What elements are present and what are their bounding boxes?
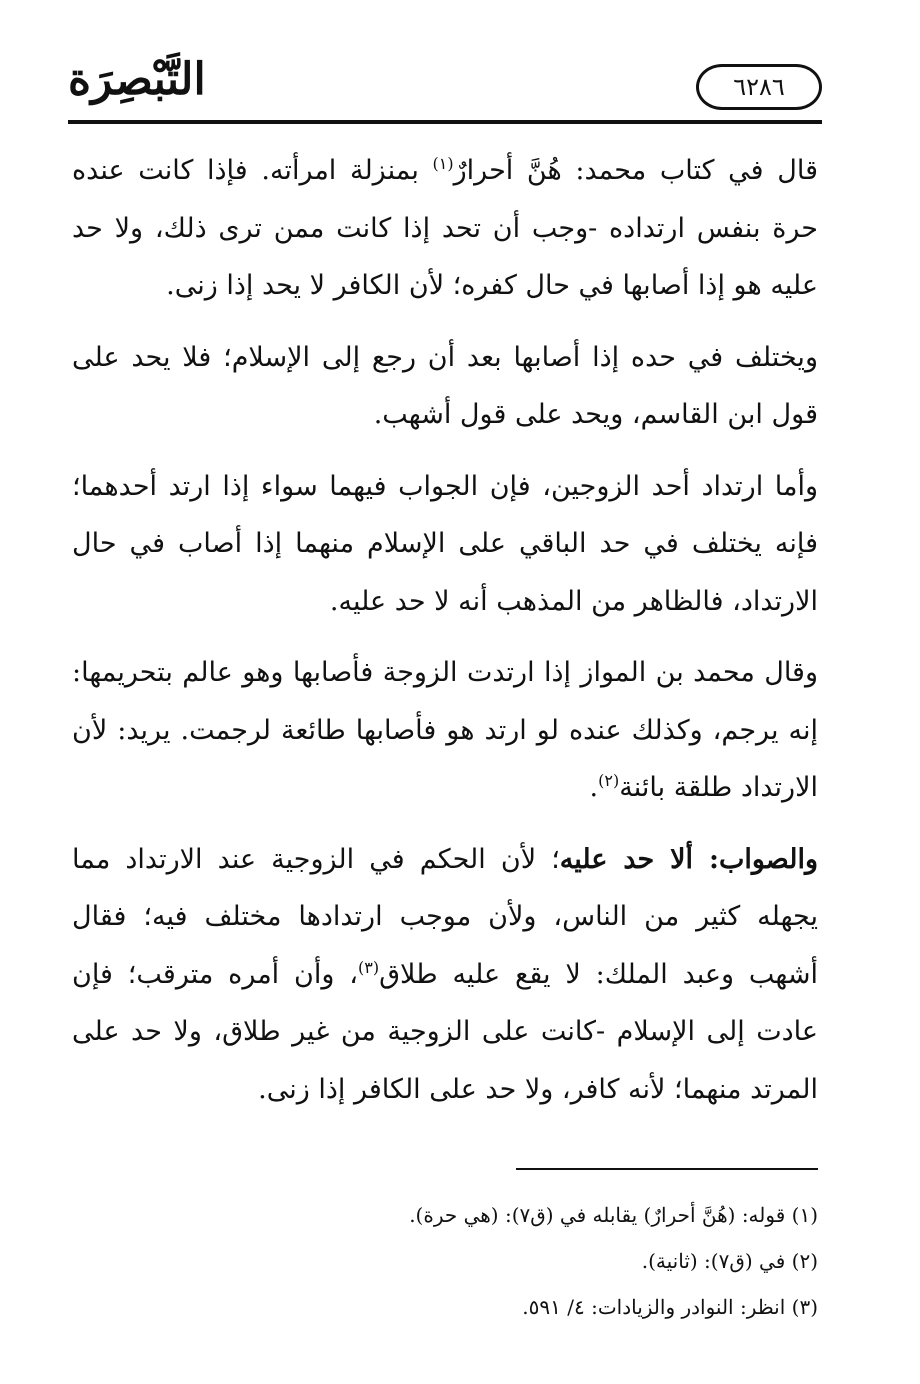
paragraph-5-lead: والصواب: ألا حد عليه — [559, 843, 818, 875]
paragraph-5-part-a: ؛ لأن الحكم في الزوجية عند الارتداد مما يجهله كثير من الناس، ولأن موجب ارتدادها مختلف فيه؛ فقال أشهب وعبد الملك: لا يقع عليه طلاق — [72, 843, 819, 990]
paragraph-1-part-a: قال في كتاب محمد: هُنَّ أحرارٌ — [453, 155, 818, 186]
paragraph-2: ويختلف في حده إذا أصابها بعد أن رجع إلى الإسلام؛ فلا يحد على قول ابن القاسم، ويحد على قول أشهب. — [72, 341, 818, 430]
footnote-1: (١) قوله: (هُنَّ أحرارٌ) يقابله في (ق٧): (هي حرة). — [409, 1203, 818, 1227]
footnote-2: (٢) في (ق٧): (ثانية). — [641, 1249, 818, 1273]
footnote-ref-1: (١) — [432, 154, 454, 173]
footnotes — [72, 1192, 818, 1330]
book-title: التَّبْصِرَة — [68, 54, 206, 105]
footnote-3: (٣) انظر: النوادر والزيادات: ٤/ ٥٩١. — [522, 1295, 818, 1319]
paragraph-4-part-a: وقال محمد بن المواز إذا ارتدت الزوجة فأصابها وهو عالم بتحريمها: إنه يرجم، وكذلك عنده لو ارتد هو فأصابها طائعة لرجمت. يريد: لأن الارتداد طلقة بائنة — [72, 657, 818, 803]
page-number-text: ٦٢٨٦ — [733, 73, 785, 101]
paragraph-1-part-b: بمنزلة امرأته. فإذا كانت عنده حرة بنفس ارتداده -وجب أن تحد إذا كانت ممن ترى ذلك، ولا حد عليه هو إذا أصابها في حال كفره؛ لأن الكافر لا يحد إذا زنى. — [72, 155, 818, 301]
header-rule — [68, 120, 822, 124]
paragraph-5-part-b: ، وأن أمره مترقب؛ فإن عادت إلى الإسلام -كانت على الزوجية من غير طلاق، ولا حد على المرتد منهما؛ لأنه كافر، ولا حد على الكافر إذا زنى. — [72, 958, 818, 1105]
paragraph-4-part-b: . — [589, 772, 599, 803]
page-number — [696, 64, 822, 110]
paragraph-5 — [72, 831, 818, 1119]
main-text — [72, 142, 818, 1132]
page-header — [68, 50, 822, 124]
paragraph-3: وأما ارتداد أحد الزوجين، فإن الجواب فيهما سواء إذا ارتد أحدهما؛ فإنه يختلف في حد الباقي على الإسلام منهما إذا أصاب في حال الارتداد، فالظاهر من المذهب أنه لا حد عليه. — [72, 470, 818, 617]
footnote-ref-3: (٣) — [357, 957, 380, 977]
footnote-ref-2: (٢) — [598, 771, 620, 790]
paragraph-4 — [72, 644, 818, 817]
footnote-separator — [516, 1168, 818, 1170]
paragraph-1 — [72, 142, 818, 315]
